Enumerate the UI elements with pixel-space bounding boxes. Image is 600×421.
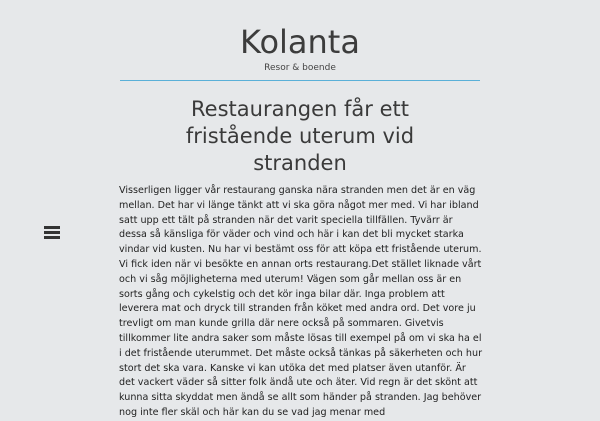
post-title[interactable]: Restaurangen får ett fristående uterum vid stranden	[185, 97, 415, 175]
site-title[interactable]: Kolanta	[240, 23, 360, 61]
header-divider	[120, 80, 480, 81]
post-body: Visserligen ligger vår restaurang ganska nära stranden men det är en väg mellan. Det har vi länge tänkt att vi ska göra något mer med. Vi har ibland satt upp ett tält på stranden när det varit speciella tillfällen. Tyvärr är dessa så känsliga för väder och vind och här i kan det bli mycket starka vindar vid kusten. Nu har vi bestämt oss för att köpa ett fristående uterum. Vi fick iden när vi besökte en annan orts restaurang.Det stället liknade vårt och vi såg möjligheterna med uterum! Vägen som går mellan oss är en sorts gång och cykelstig och det kör inga bilar där. Inga problem att leverera mat och dryck till stranden från köket med andra ord. Det vore ju trevligt om man kunde grilla där nere också på sommaren. Givetvis tillkommer lite andra saker som måste lösas till exempel på om vi ska ha el i det fristående uterummet. Det måste också tänkas på säkerheten och hur stort det ska vara. Kanske vi kan utöka det med platser även utanför. Är det vackert väder så sitter folk ändå ute och äter. Vid regn är det skönt att kunna sitta skyddat men ändå se allt som händer på stranden. Jag behöver nog inte fler skäl och här kan du se vad jag menar med	[119, 185, 483, 418]
site-header	[0, 22, 600, 74]
menu-icon-bar	[44, 226, 60, 229]
menu-icon-bar	[44, 236, 60, 239]
site-tagline: Resor & boende	[264, 63, 336, 73]
menu-icon-bar	[44, 231, 60, 234]
hamburger-menu-icon[interactable]	[44, 226, 60, 240]
